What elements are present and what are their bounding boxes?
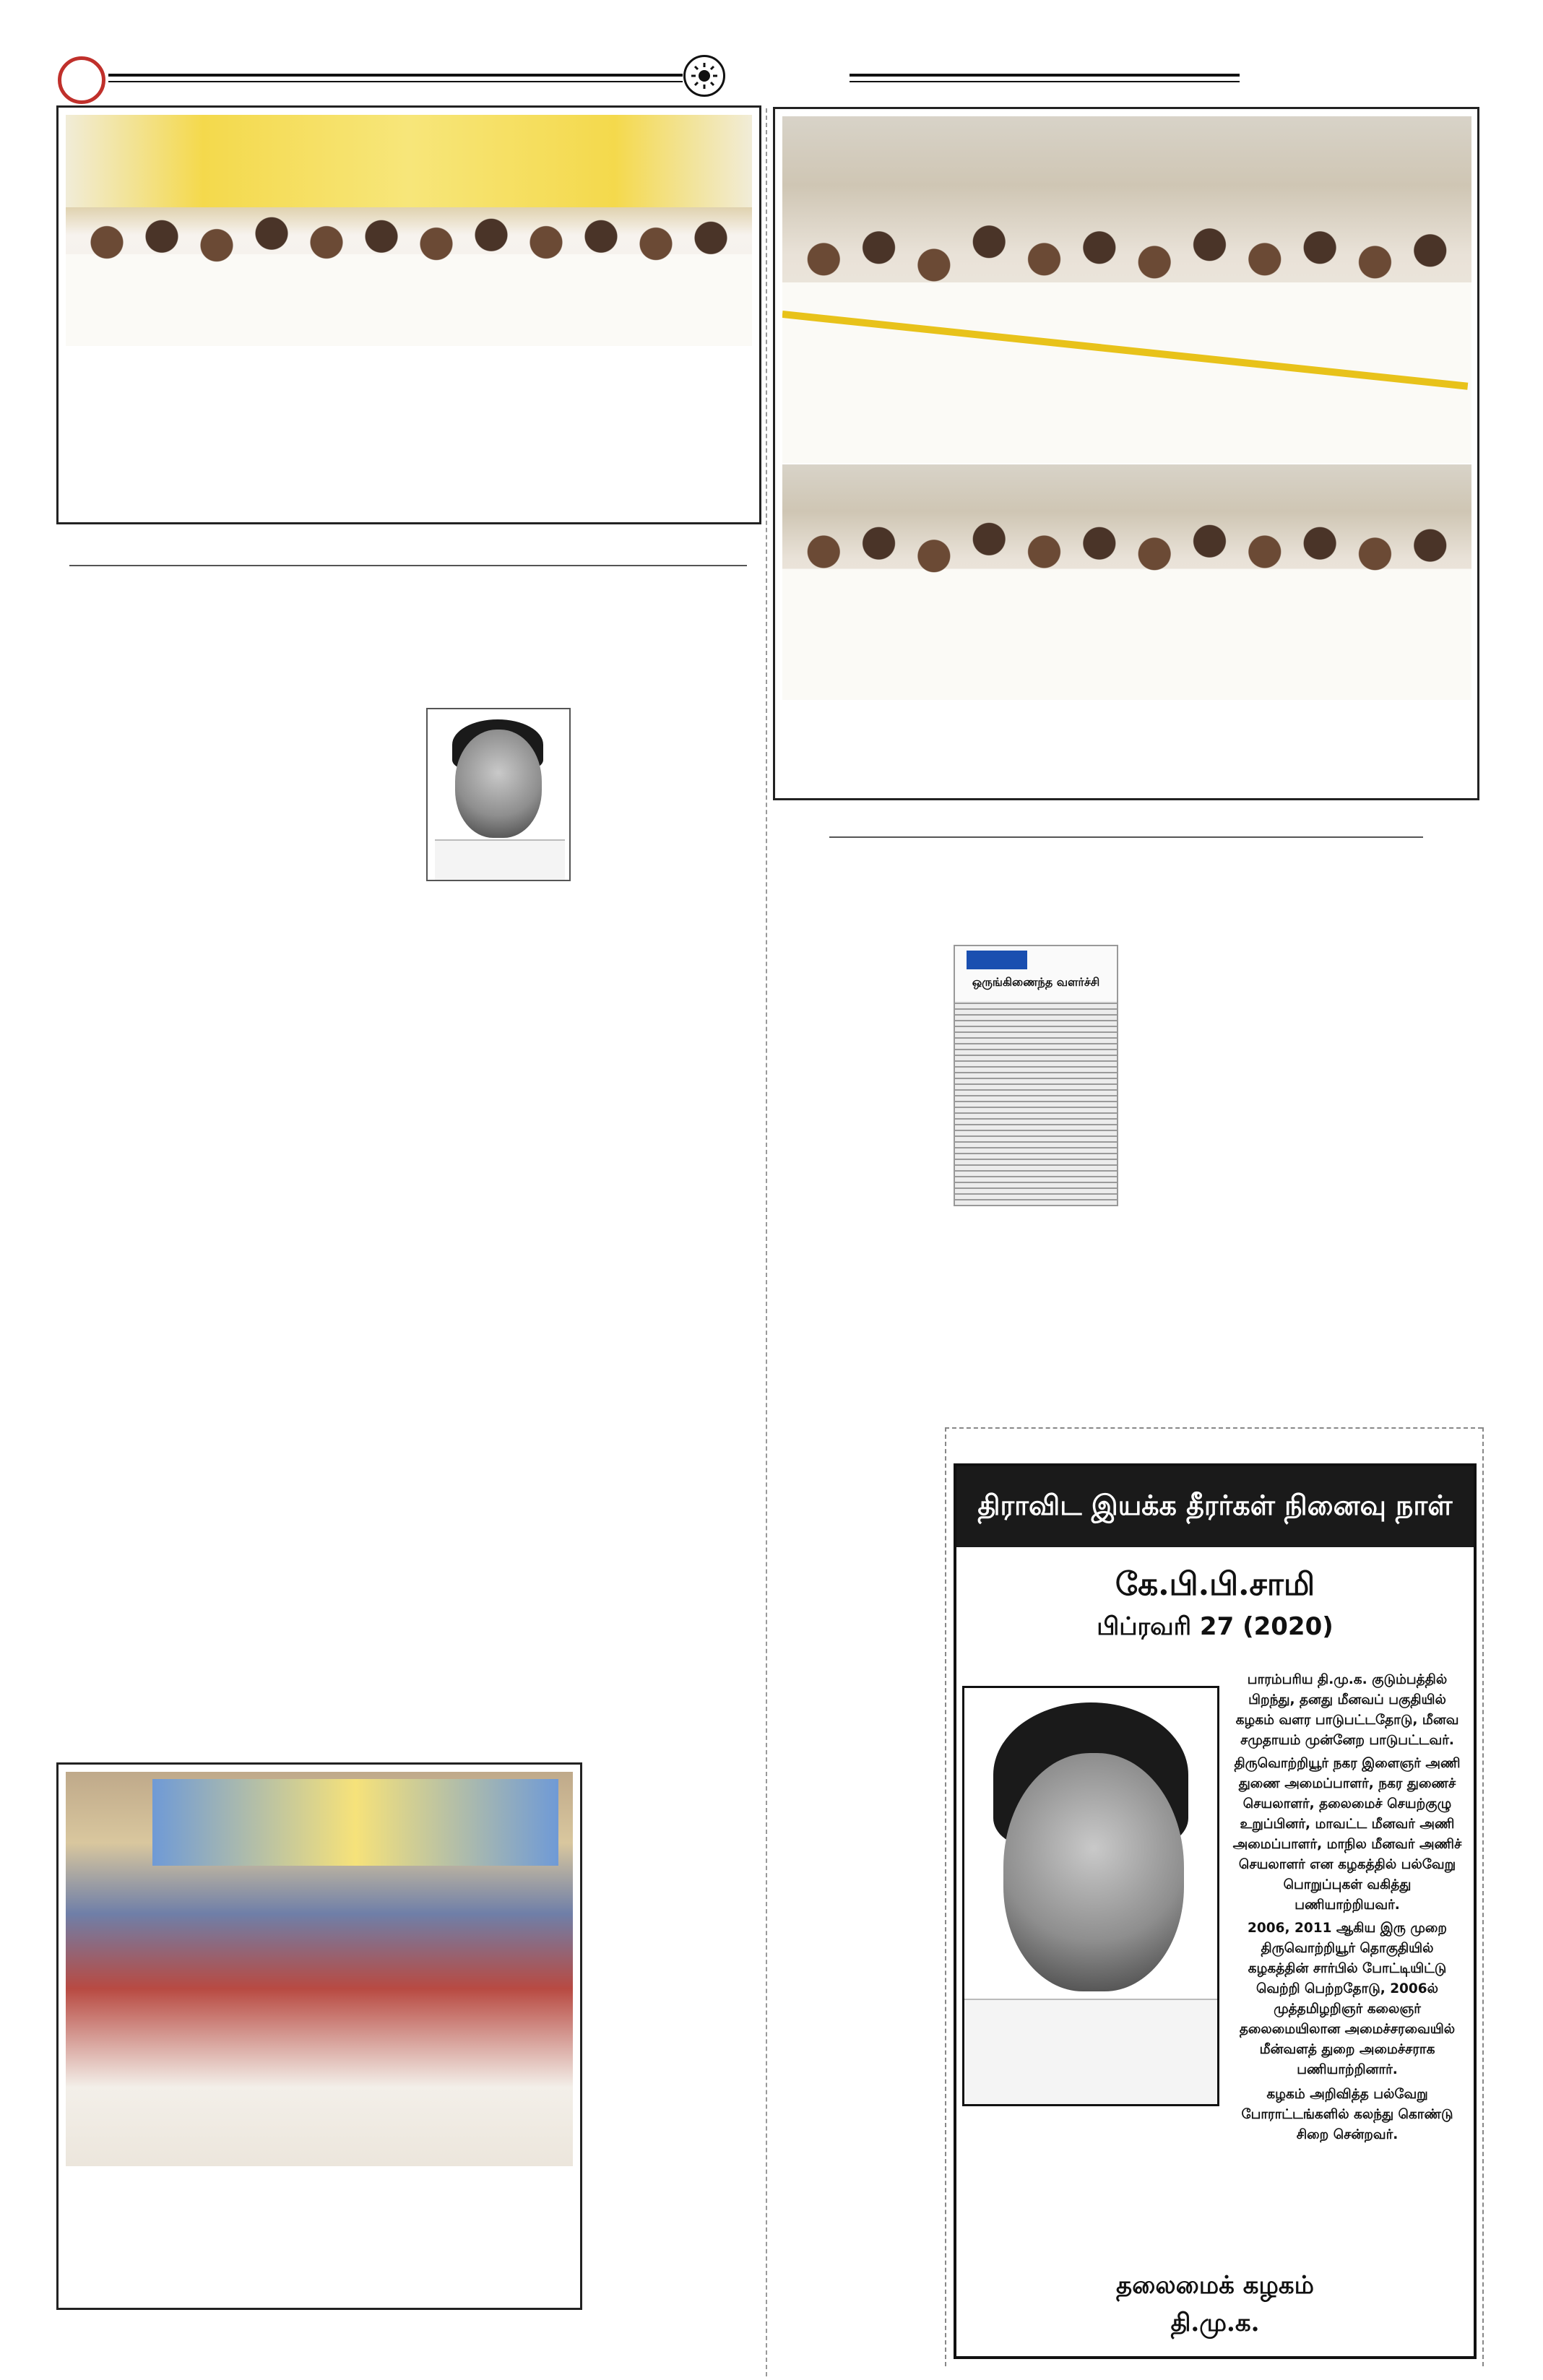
memorial-sign-line2: தி.மு.க. xyxy=(1170,2308,1260,2337)
memorial-paragraph-3: 2006, 2011 ஆகிய இரு முறை திருவொற்றியூர் தொகுதியில் கழகத்தின் சார்பில் போட்டியிட்டு வெற்றி பெற்றதோடு, 2006ல் முத்தமிழறிஞர் கலைஞர் தலைமையிலான அமைச்சரவையில் மீன்வளத் துறை அமைச்சராக பணியாற்றினார். xyxy=(1239,1921,1456,2077)
memorial-date: பிப்ரவரி 27 (2020) xyxy=(1097,1612,1334,1641)
scooter-distribution-photo xyxy=(782,464,1471,700)
memorial-paragraph-4: கழகம் அறிவித்த பல்வேறு போராட்டங்களில் கலந்து கொண்டு சிறை சென்றவர். xyxy=(1241,2087,1453,2142)
header-rule-left xyxy=(108,74,683,77)
header-rule-right xyxy=(850,74,1240,77)
memorial-name: கே.பி.பி.சாமி xyxy=(1115,1566,1315,1603)
memorial-dashed-border-right xyxy=(1482,1427,1484,2366)
hall-meeting-photo xyxy=(66,1772,573,2166)
stage-meeting-frame xyxy=(56,105,761,524)
ribbon-cutting-photo xyxy=(782,116,1471,463)
header-rule-left-thin xyxy=(108,81,683,82)
memorial-dashed-border-left xyxy=(945,1427,946,2366)
memorial-portrait xyxy=(962,1686,1219,2106)
hall-meeting-frame xyxy=(56,1762,582,2310)
memorial-paragraph-1: பாரம்பரிய தி.மு.க. குடும்பத்தில் பிறந்து, தனது மீனவப் பகுதியில் கழகம் வளர பாடுபட்டதோடு, மீனவ சமுதாயம் முன்னேற பாடுபட்டவர். xyxy=(1235,1672,1459,1748)
newspaper-clipping xyxy=(954,945,1118,1206)
emblem-icon xyxy=(683,55,725,97)
clipping-header xyxy=(955,946,1117,1001)
event-photos-frame xyxy=(773,107,1479,800)
portrait-photo xyxy=(426,708,571,881)
column-divider xyxy=(766,108,767,2376)
memorial-notice xyxy=(954,1463,1477,2359)
stage-meeting-photo xyxy=(66,115,752,346)
left-section-rule xyxy=(69,565,747,566)
memorial-dashed-border-top xyxy=(945,1427,1482,1429)
clipping-title: ஒருங்கிணைந்த வளர்ச்சி xyxy=(972,975,1100,989)
header-rule-right-thin xyxy=(850,81,1240,82)
memorial-sign-line1: தலைமைக் கழகம் xyxy=(1116,2271,1314,2300)
clipping-masthead xyxy=(967,951,1027,969)
memorial-paragraph-2: திருவொற்றியூர் நகர இளைஞர் அணி துணை அமைப்பாளர், நகர துணைச் செயலாளர், தலைமைச் செயற்குழு உறுப்பினர், மாவட்ட மீனவர் அணி அமைப்பாளர், மாநில மீனவர் அணிச் செயலாளர் என கழகத்தில் பல்வேறு பொறுப்புகள் வகித்து பணியாற்றியவர். xyxy=(1232,1756,1462,1913)
party-logo-icon xyxy=(58,56,105,104)
right-section-rule xyxy=(829,836,1423,838)
memorial-heading: திராவிட இயக்க தீரர்கள் நினைவு நாள் xyxy=(956,1466,1474,1547)
